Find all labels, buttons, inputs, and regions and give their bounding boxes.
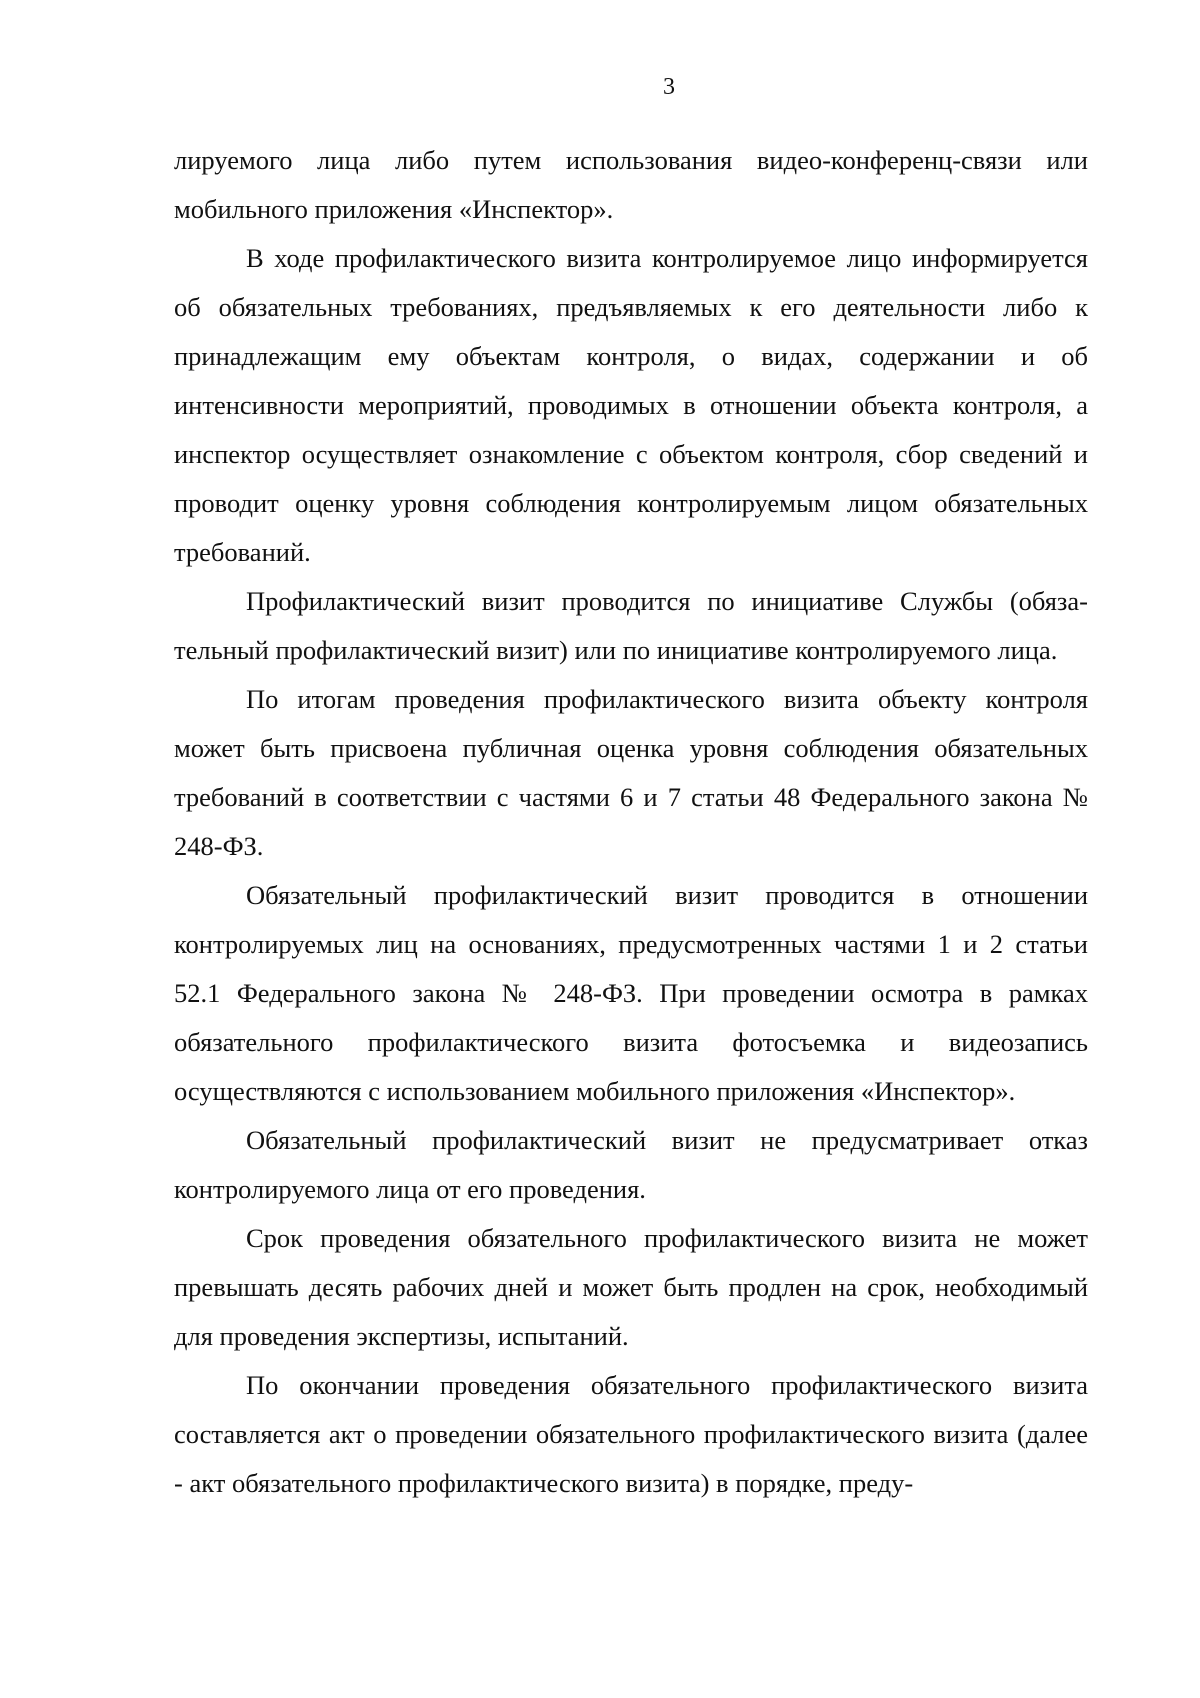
paragraph-7: Срок проведения обязательного профилактического визита не может превышать десять рабочих дней и может быть продлен на срок, необходимый для проведения экспертизы, испытаний.: [174, 1223, 1088, 1351]
paragraph-6: Обязательный профилактический визит не предусматривает отказ контролируемого лица от его проведения.: [174, 1125, 1088, 1204]
paragraph-8: По окончании проведения обязательного профилактического визита составляется акт о проведении обязательного профилактического визита (далее - акт обязательного профилактического визита) в порядке, преду-: [174, 1370, 1088, 1498]
paragraph-3: Профилактический визит проводится по инициативе Службы (обязательный профилактический визит) или по инициативе контролируемого лица.: [174, 586, 1088, 665]
page-number: 3: [663, 74, 675, 100]
paragraph-4: По итогам проведения профилактического визита объекту контроля может быть присвоена публичная оценка уровня соблюдения обязательных требований в соответствии с частями 6 и 7 статьи 48 Федерального закона № 248-ФЗ.: [174, 684, 1088, 861]
paragraph-5: Обязательный профилактический визит проводится в отношении контролируемых лиц на основаниях, предусмотренных частями 1 и 2 статьи 52.1 Федерального закона № 248-ФЗ. При проведении осмотра в рамках обязательного профилактического визита фотосъемка и видеозапись осуществляются с использованием мобильного приложения «Инспектор».: [174, 880, 1088, 1106]
paragraph-2: В ходе профилактического визита контролируемое лицо информируется об обязательных требованиях, предъявляемых к его деятельности либо к принадлежащим ему объектам контроля, о видах, содержании и об интенсивности мероприятий, проводимых в отношении объекта контроля, а инспектор осуществляет ознакомление с объектом контроля, сбор сведений и проводит оценку уровня соблюдения контролируемым лицом обязательных требований.: [174, 243, 1088, 567]
paragraph-1: лируемого лица либо путем использования видео-конференц-связи или мобильного приложения «Инспектор».: [174, 145, 1088, 224]
document-body: [174, 136, 1088, 1508]
